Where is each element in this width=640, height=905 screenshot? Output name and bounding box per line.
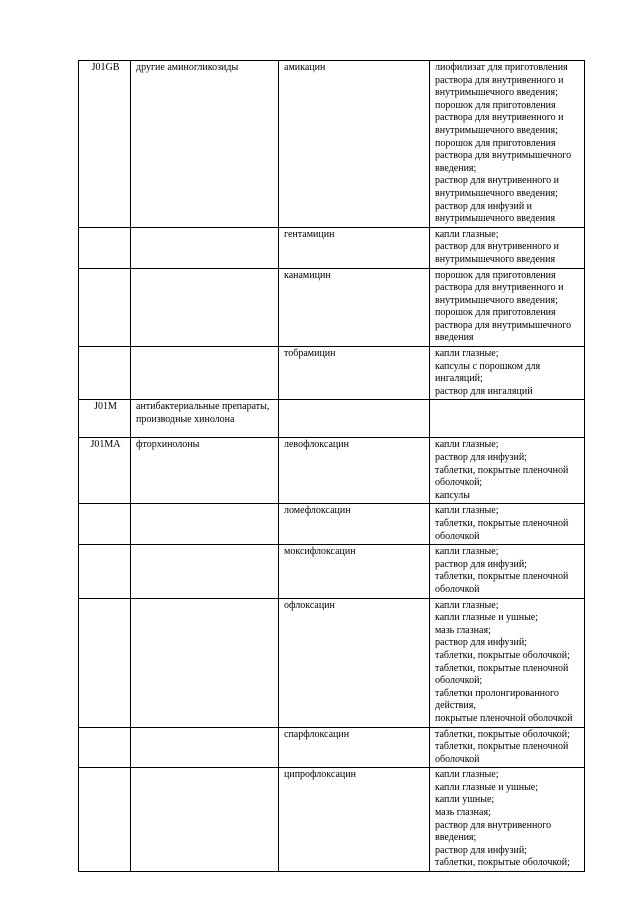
table-row: [79, 347, 585, 400]
dosage-forms-cell: [430, 400, 585, 438]
table-row: [79, 768, 585, 872]
atc-code-cell: [79, 545, 131, 598]
substance-name-cell: амикацин: [279, 61, 430, 228]
group-name-cell: другие аминогликозиды: [131, 61, 279, 228]
dosage-form-line: порошок для приготовления раствора для внутримышечного введения;: [435, 137, 572, 174]
dosage-form-line: раствор для инфузий;: [435, 452, 527, 464]
dosage-forms-cell: [430, 227, 585, 268]
atc-code-cell: [79, 768, 131, 872]
dosage-form-line: капсулы: [435, 489, 470, 501]
table-row: [79, 727, 585, 768]
dosage-form-line: таблетки, покрытые пленочной оболочкой;: [435, 662, 569, 687]
dosage-form-line: раствор для инфузий и внутримышечного введения: [435, 200, 556, 225]
group-name-cell: [131, 347, 279, 400]
dosage-form-line: таблетки, покрытые оболочкой;: [435, 857, 570, 869]
dosage-form-line: раствор для внутривенного и внутримышечного введения;: [435, 175, 560, 199]
dosage-forms-cell: [430, 598, 585, 727]
substance-name-cell: офлоксацин: [279, 598, 430, 727]
substance-name-cell: гентамицин: [279, 227, 430, 268]
table-row: [79, 268, 585, 347]
substance-name-cell: ломефлоксацин: [279, 504, 430, 545]
dosage-form-line: раствор для инфузий;: [435, 558, 527, 570]
dosage-form-line: порошок для приготовления раствора для внутримышечного введения: [435, 307, 572, 344]
drug-list-table: [78, 60, 585, 872]
dosage-form-line: раствор для инфузий;: [435, 637, 527, 649]
group-name-cell: [131, 545, 279, 598]
table-row: [79, 400, 585, 438]
dosage-form-line: покрытые пленочной оболочкой: [435, 712, 573, 724]
dosage-form-line: порошок для приготовления раствора для внутривенного и внутримышечного введения;: [435, 99, 564, 136]
dosage-form-line: раствор для внутривенного и внутримышечного введения: [435, 241, 560, 265]
group-name-cell: [131, 227, 279, 268]
dosage-form-line: мазь глазная;: [435, 624, 491, 636]
dosage-forms-cell: [430, 438, 585, 504]
atc-code-cell: J01M: [79, 400, 131, 438]
dosage-forms-cell: [430, 768, 585, 872]
substance-name-cell: спарфлоксацин: [279, 727, 430, 768]
atc-code-cell: [79, 347, 131, 400]
dosage-form-line: порошок для приготовления раствора для внутривенного и внутримышечного введения;: [435, 269, 564, 306]
dosage-form-line: таблетки, покрытые пленочной оболочкой: [435, 518, 569, 542]
substance-name-cell: канамицин: [279, 268, 430, 347]
table-row: [79, 61, 585, 228]
atc-code-cell: [79, 598, 131, 727]
atc-code-cell: [79, 227, 131, 268]
group-name-cell: [131, 504, 279, 545]
dosage-form-line: таблетки, покрытые пленочной оболочкой: [435, 741, 569, 765]
dosage-form-line: раствор для внутривенного введения;: [435, 819, 552, 844]
dosage-form-line: капли глазные;: [435, 769, 499, 781]
dosage-form-line: таблетки, покрытые оболочкой;: [435, 728, 570, 740]
table-row: [79, 438, 585, 504]
dosage-form-line: раствор для инфузий;: [435, 844, 527, 856]
table-row: [79, 227, 585, 268]
group-name-cell: [131, 598, 279, 727]
table-row: [79, 545, 585, 598]
dosage-form-line: таблетки, покрытые пленочной оболочкой;: [435, 464, 569, 489]
dosage-forms-cell: [430, 504, 585, 545]
table-body: [79, 61, 585, 872]
group-name-cell: [131, 768, 279, 872]
dosage-forms-cell: [430, 727, 585, 768]
dosage-form-line: капли глазные;: [435, 505, 499, 517]
table-row: [79, 598, 585, 727]
dosage-forms-cell: [430, 268, 585, 347]
dosage-form-line: капли глазные;: [435, 348, 499, 360]
atc-code-cell: [79, 268, 131, 347]
dosage-form-line: капли ушные;: [435, 794, 495, 806]
dosage-form-line: капли глазные и ушные;: [435, 612, 539, 624]
atc-code-cell: J01MA: [79, 438, 131, 504]
atc-code-cell: [79, 727, 131, 768]
substance-name-cell: левофлоксацин: [279, 438, 430, 504]
atc-code-cell: [79, 504, 131, 545]
group-name-cell: [131, 268, 279, 347]
substance-name-cell: ципрофлоксацин: [279, 768, 430, 872]
substance-name-cell: тобрамицин: [279, 347, 430, 400]
atc-code-cell: J01GB: [79, 61, 131, 228]
dosage-form-line: таблетки, покрытые пленочной оболочкой: [435, 571, 569, 595]
dosage-forms-cell: [430, 61, 585, 228]
dosage-forms-cell: [430, 347, 585, 400]
dosage-form-line: мазь глазная;: [435, 807, 491, 819]
dosage-form-line: капли глазные;: [435, 599, 499, 611]
dosage-form-line: капли глазные;: [435, 439, 499, 451]
substance-name-cell: [279, 400, 430, 438]
dosage-form-line: таблетки пролонгированного действия,: [435, 687, 559, 712]
dosage-form-line: раствор для ингаляций: [435, 385, 533, 397]
dosage-form-line: капсулы с порошком для ингаляций;: [435, 360, 541, 385]
group-name-cell: фторхинолоны: [131, 438, 279, 504]
dosage-form-line: капли глазные;: [435, 228, 499, 240]
dosage-forms-cell: [430, 545, 585, 598]
group-name-cell: [131, 727, 279, 768]
dosage-form-line: таблетки, покрытые оболочкой;: [435, 649, 570, 661]
dosage-form-line: капли глазные и ушные;: [435, 781, 539, 793]
dosage-form-line: капли глазные;: [435, 546, 499, 558]
substance-name-cell: моксифлоксацин: [279, 545, 430, 598]
group-name-cell: антибактериальные препараты, производные хинолона: [131, 400, 279, 438]
table-row: [79, 504, 585, 545]
dosage-form-line: лиофилизат для приготовления раствора для внутривенного и внутримышечного введения;: [435, 62, 568, 99]
